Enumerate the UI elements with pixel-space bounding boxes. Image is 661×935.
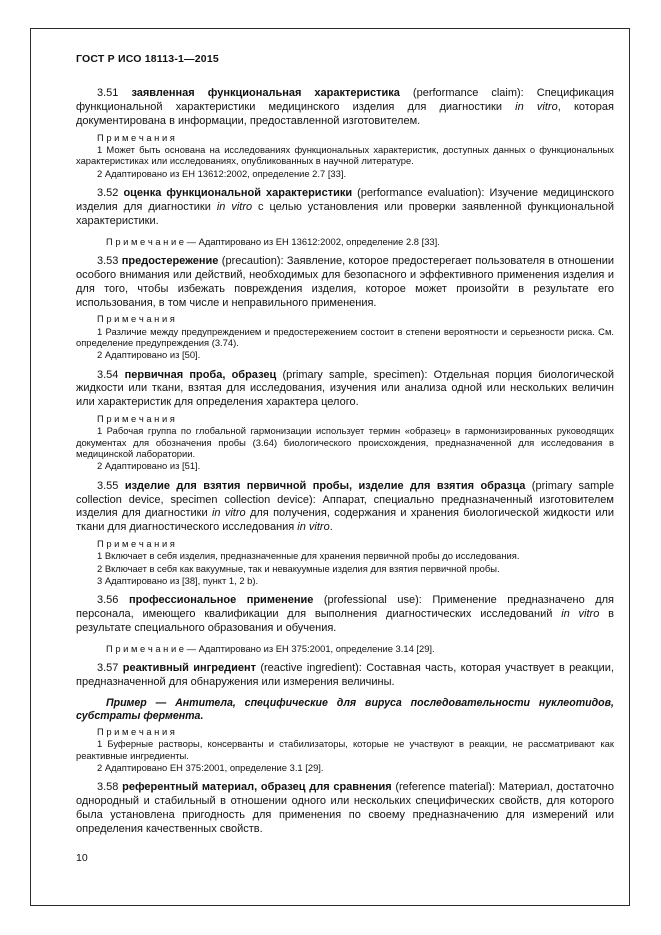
document-body — [76, 79, 614, 839]
term: 3.58 референтный материал, образец для сравнения (reference material): Материал, достаточно однородный и стабильный в отношении одного или нескольких специфических свойств, для которого была установлена пригодность для применения по своему предназначению для измерений или определения качественных свойств. — [76, 781, 614, 836]
term: 3.54 первичная проба, образец (primary sample, specimen): Отдельная порция биологической жидкости или ткани, взятая для исследования, изучения или анализа одной или нескольких величин или характеристик для определения характера целого. — [76, 368, 614, 409]
note: 1 Может быть основана на исследованиях функциональных характеристик, доступных данных о функциональных характеристиках или исследованиях, опубликованных в научной литературе. — [76, 143, 614, 167]
example: Пример — Антитела, специфические для вируса последовательности нуклеотидов, субстраты фермента. — [76, 697, 614, 723]
term: 3.53 предостережение (precaution): Заявление, которое предостерегает пользователя в отношении особого внимания или действий, необходимых для безопасного и эффективного применения изделия и для того, чтобы избежать повреждения изделия, которое может произойти в результате его использования, в том числе и неправильного применения. — [76, 254, 614, 309]
notes-heading: П р и м е ч а н и я — [97, 413, 175, 425]
note: 3 Адаптировано из [38], пункт 1, 2 b). — [97, 575, 259, 587]
term: 3.51 заявленная функциональная характеристика (performance claim): Спецификация функциональной характеристики медицинского изделия для диагностики in vitro, которая документирована в информации, предоставленной изготовителем. — [76, 87, 614, 127]
note: 1 Буферные растворы, консерванты и стабилизаторы, которые не участвуют в реакции, не рассматривают как реактивные ингредиенты. — [76, 738, 614, 761]
term: 3.55 изделие для взятия первичной пробы, изделие для взятия образца (primary sample collection device, specimen collection device): Аппарат, специально предназначенный изготовителем изделия для диагностики in vitro для получения, содержания и хранения биологической жидкости или ткани для диагностического исследования in vitro. — [76, 479, 614, 534]
notes-heading: П р и м е ч а н и я — [97, 313, 175, 325]
note: 2 Адаптировано из ЕН 13612:2002, определение 2.7 [33]. — [97, 167, 347, 179]
note: 1 Рабочая группа по глобальной гармонизации использует термин «образец» в гармонизированных руководящих документах для обозначения пробы (3.64) биологического происхождения, предназначенной для исследования в медицинской лаборатории. — [76, 425, 614, 460]
note-single: П р и м е ч а н и е — Адаптировано из ЕН 13612:2002, определение 2.8 [33]. — [106, 235, 440, 247]
notes-heading: П р и м е ч а н и я — [97, 538, 175, 550]
term: 3.57 реактивный ингредиент (reactive ingredient): Составная часть, которая участвует в реакции, предназначенной для обнаружения или измерения величины. — [76, 662, 614, 689]
term: 3.56 профессиональное применение (professional use): Применение предназначено для персонала, имеющего квалификации для выполнения диагностических исследований in vitro в результате специального образования и обучения. — [76, 594, 615, 635]
note: 1 Различие между предупреждением и предостережением состоит в степени вероятности и серьезности риска. См. определение предупреждения (3.74). — [76, 325, 614, 348]
page-number: 10 — [76, 851, 88, 864]
note: 1 Включает в себя изделия, предназначенные для хранения первичной пробы до исследования. — [97, 550, 520, 562]
note-single: П р и м е ч а н и е — Адаптировано из ЕН 375:2001, определение 3.14 [29]. — [106, 643, 435, 655]
note: 2 Адаптировано из [50]. — [97, 349, 201, 361]
term: 3.52 оценка функциональной характеристики (performance evaluation): Изучение медицинского изделия для диагностики in vitro с целью установления или проверки заявленной функциональной характеристики. — [76, 186, 615, 227]
page-header: ГОСТ Р ИСО 18113-1—2015 — [76, 53, 219, 65]
note: 2 Включает в себя как вакуумные, так и невакуумные изделия для взятия первичной пробы. — [97, 562, 500, 574]
notes-heading: П р и м е ч а н и я — [97, 131, 175, 143]
note: 2 Адаптировано ЕН 375:2001, определение 3.1 [29]. — [97, 762, 324, 773]
notes-heading: П р и м е ч а н и я — [97, 726, 175, 738]
note: 2 Адаптировано из [51]. — [97, 460, 201, 472]
page-border — [30, 28, 630, 906]
